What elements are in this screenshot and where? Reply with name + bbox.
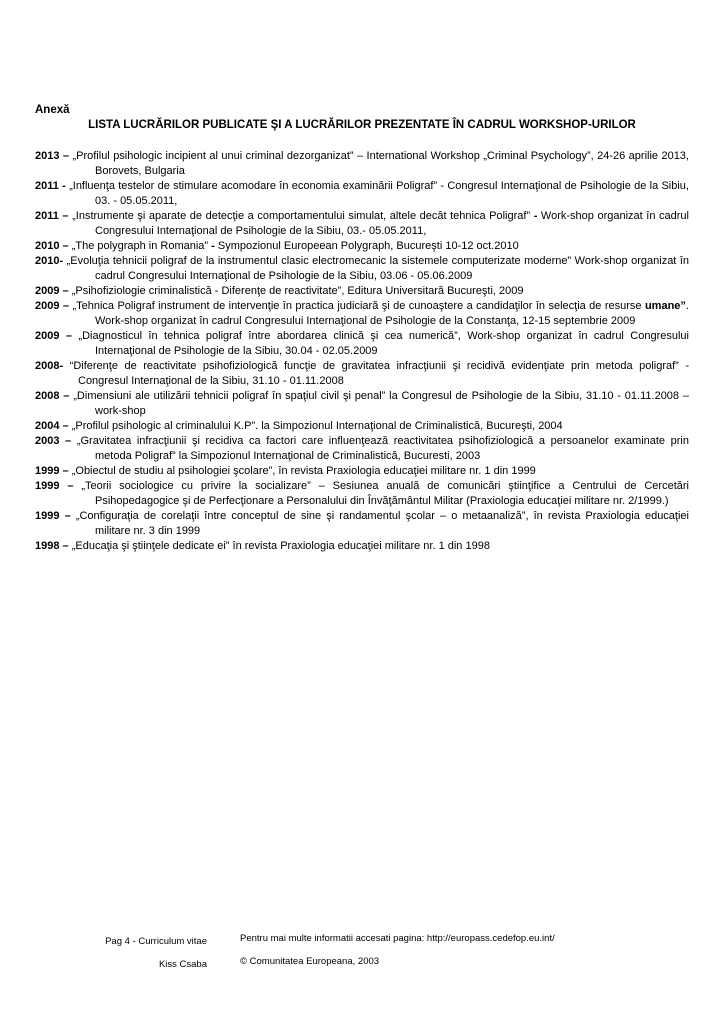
- publication-text: -: [211, 240, 218, 252]
- publication-text: -: [533, 210, 541, 222]
- publication-text: . Work-shop organizat în cadrul Congresului Internaţional de Psihologie de la Constanţa, 12-15 septembrie 2009: [95, 300, 689, 327]
- publication-entry: [35, 539, 689, 554]
- publication-year: 1999 –: [35, 480, 74, 492]
- publication-text: „Influenţa testelor de stimulare acomodare în economia examinării Poligraf” - Congresul Internaţional de Psihologie de la Sibiu, 03. - 05.05.2011,: [69, 180, 689, 207]
- publication-entry: [35, 179, 689, 209]
- publication-year: 2008-: [35, 360, 64, 372]
- publication-list: [35, 149, 689, 554]
- footer-left-column: [35, 936, 207, 971]
- publication-text: „Psihofiziologie criminalistică - Diferenţe de reactivitate”, Editura Universitară Bucureşti, 2009: [71, 285, 524, 297]
- publication-entry: [35, 239, 689, 254]
- publication-text: „Profilul psihologic al criminalului K.P”. la Simpozionul Internaţional de Criminalistică, Bucureşti, 2004: [71, 420, 563, 432]
- publication-entry: [35, 329, 689, 359]
- publication-entry: [35, 359, 689, 389]
- publication-text: „Teorii sociologice cu privire la socializare” – Sesiunea anuală de comunicări ştiinţifice a Centrului de Cercetări Psihopedagogice şi de Perfecţionare a Personalului din Învăţământul Militar (Praxiologia educaţiei militare nr. 2/1999.): [81, 480, 689, 507]
- publication-year: 2013 –: [35, 150, 70, 162]
- annex-label: Anexă: [35, 104, 70, 116]
- publication-text: “Diferenţe de reactivitate psihofiziologică funcţie de gravitatea infracţiunii şi recidivă evidenţiate prin metoda poligraf” - Congresul Internaţional de la Sibiu, 31.10 - 01.11.2008: [69, 360, 689, 387]
- publication-year: 2009 –: [35, 330, 73, 342]
- publication-year: 1999 –: [35, 465, 69, 477]
- publication-text: „Profilul psihologic incipient al unui criminal dezorganizat” – International Workshop „Criminal Psychology”, 24-26 aprilie 2013, Borovets, Bulgaria: [72, 150, 689, 177]
- footer-copyright: © Comunitatea Europeana, 2003: [240, 956, 380, 967]
- publication-year: 2009 –: [35, 300, 70, 312]
- publication-entry: [35, 509, 689, 539]
- publication-year: 2009 –: [35, 285, 69, 297]
- publication-year: 2010-: [35, 255, 64, 267]
- publication-entry: [35, 299, 689, 329]
- publication-text: „Tehnica Poligraf instrument de intervenţie în practica judiciară şi de cunoaştere a candidaţilor în selecţia de resurse: [72, 300, 645, 312]
- publication-text: umane”: [644, 300, 686, 312]
- publication-text: Work-shop organizat în cadrul Congresului Internaţional de Psihologie de la Sibiu, 03.- 05.05.2011,: [95, 210, 689, 237]
- publication-entry: [35, 254, 689, 284]
- footer-right-column: [240, 933, 660, 968]
- publication-text: „Gravitatea infracţiunii şi recidiva ca factori care influenţează reactivitatea psihofiziologică a persoanelor examinate prin metoda Poligraf” la Simpozionul Internaţional de Criminalistică, Bucuresti, 2003: [76, 435, 689, 462]
- publication-text: „Educaţia şi ştiinţele dedicate ei” în revista Praxiologia educaţiei militare nr. 1 din 1998: [71, 540, 490, 552]
- publication-text: „Dimensiuni ale utilizării tehnicii poligraf în spaţiul civil şi penal” la Congresul de Psihologie de la Sibiu, 31.10 - 01.11.2008 – work-shop: [73, 390, 689, 417]
- publication-text: „The polygraph in Romania”: [71, 240, 212, 252]
- publication-text: „Obiectul de studiu al psihologiei şcolare”, în revista Praxiologia educaţiei militare nr. 1 din 1999: [71, 465, 536, 477]
- publication-entry: [35, 284, 689, 299]
- publication-text: Sympozionul Europeean Polygraph, Bucureşti 10-12 oct.2010: [217, 240, 519, 252]
- publication-entry: [35, 389, 689, 419]
- publication-year: 2004 –: [35, 420, 69, 432]
- publication-year: 2010 –: [35, 240, 69, 252]
- footer-page-label: Pag 4 - Curriculum vitae: [105, 936, 207, 947]
- publication-year: 1999 –: [35, 510, 71, 522]
- publication-entry: [35, 479, 689, 509]
- publication-entry: [35, 434, 689, 464]
- publication-year: 1998 –: [35, 540, 69, 552]
- publication-text: „Evoluţia tehnicii poligraf de la instrumentul clasic electromecanic la sistemele computerizate moderne” Work-shop organizat în cadrul Congresului Internaţional de Psihologie de la Sibiu, 03.06 - 05.06.2009: [66, 255, 689, 282]
- publication-entry: [35, 464, 689, 479]
- publication-year: 2011 –: [35, 210, 69, 222]
- publication-entry: [35, 419, 689, 434]
- publication-text: „Instrumente şi aparate de detecţie a comportamentului simulat, altele decât tehnica Poligraf”: [72, 210, 534, 222]
- footer-info-text: Pentru mai multe informatii accesati pagina: http://europass.cedefop.eu.int/: [240, 933, 555, 944]
- footer-author: Kiss Csaba: [158, 959, 207, 970]
- publication-text: „Diagnosticul în tehnica poligraf între abordarea clinică şi cea numerică”, Work-shop organizat în cadrul Congresului Internaţional de Psihologie de la Sibiu, 30.04 - 02.05.2009: [78, 330, 689, 357]
- publication-year: 2011 -: [35, 180, 66, 192]
- publication-entry: [35, 149, 689, 179]
- publication-text: „Configuraţia de corelaţii între conceptul de sine şi randamentul şcolar – o metaanaliză”, în revista Praxiologia educaţiei militare nr. 3 din 1999: [75, 510, 689, 537]
- page-title: LISTA LUCRĂRILOR PUBLICATE ŞI A LUCRĂRILOR PREZENTATE ÎN CADRUL WORKSHOP-URILOR: [88, 119, 636, 131]
- publication-year: 2008 –: [35, 390, 70, 402]
- publication-year: 2003 –: [35, 435, 72, 447]
- publication-entry: [35, 209, 689, 239]
